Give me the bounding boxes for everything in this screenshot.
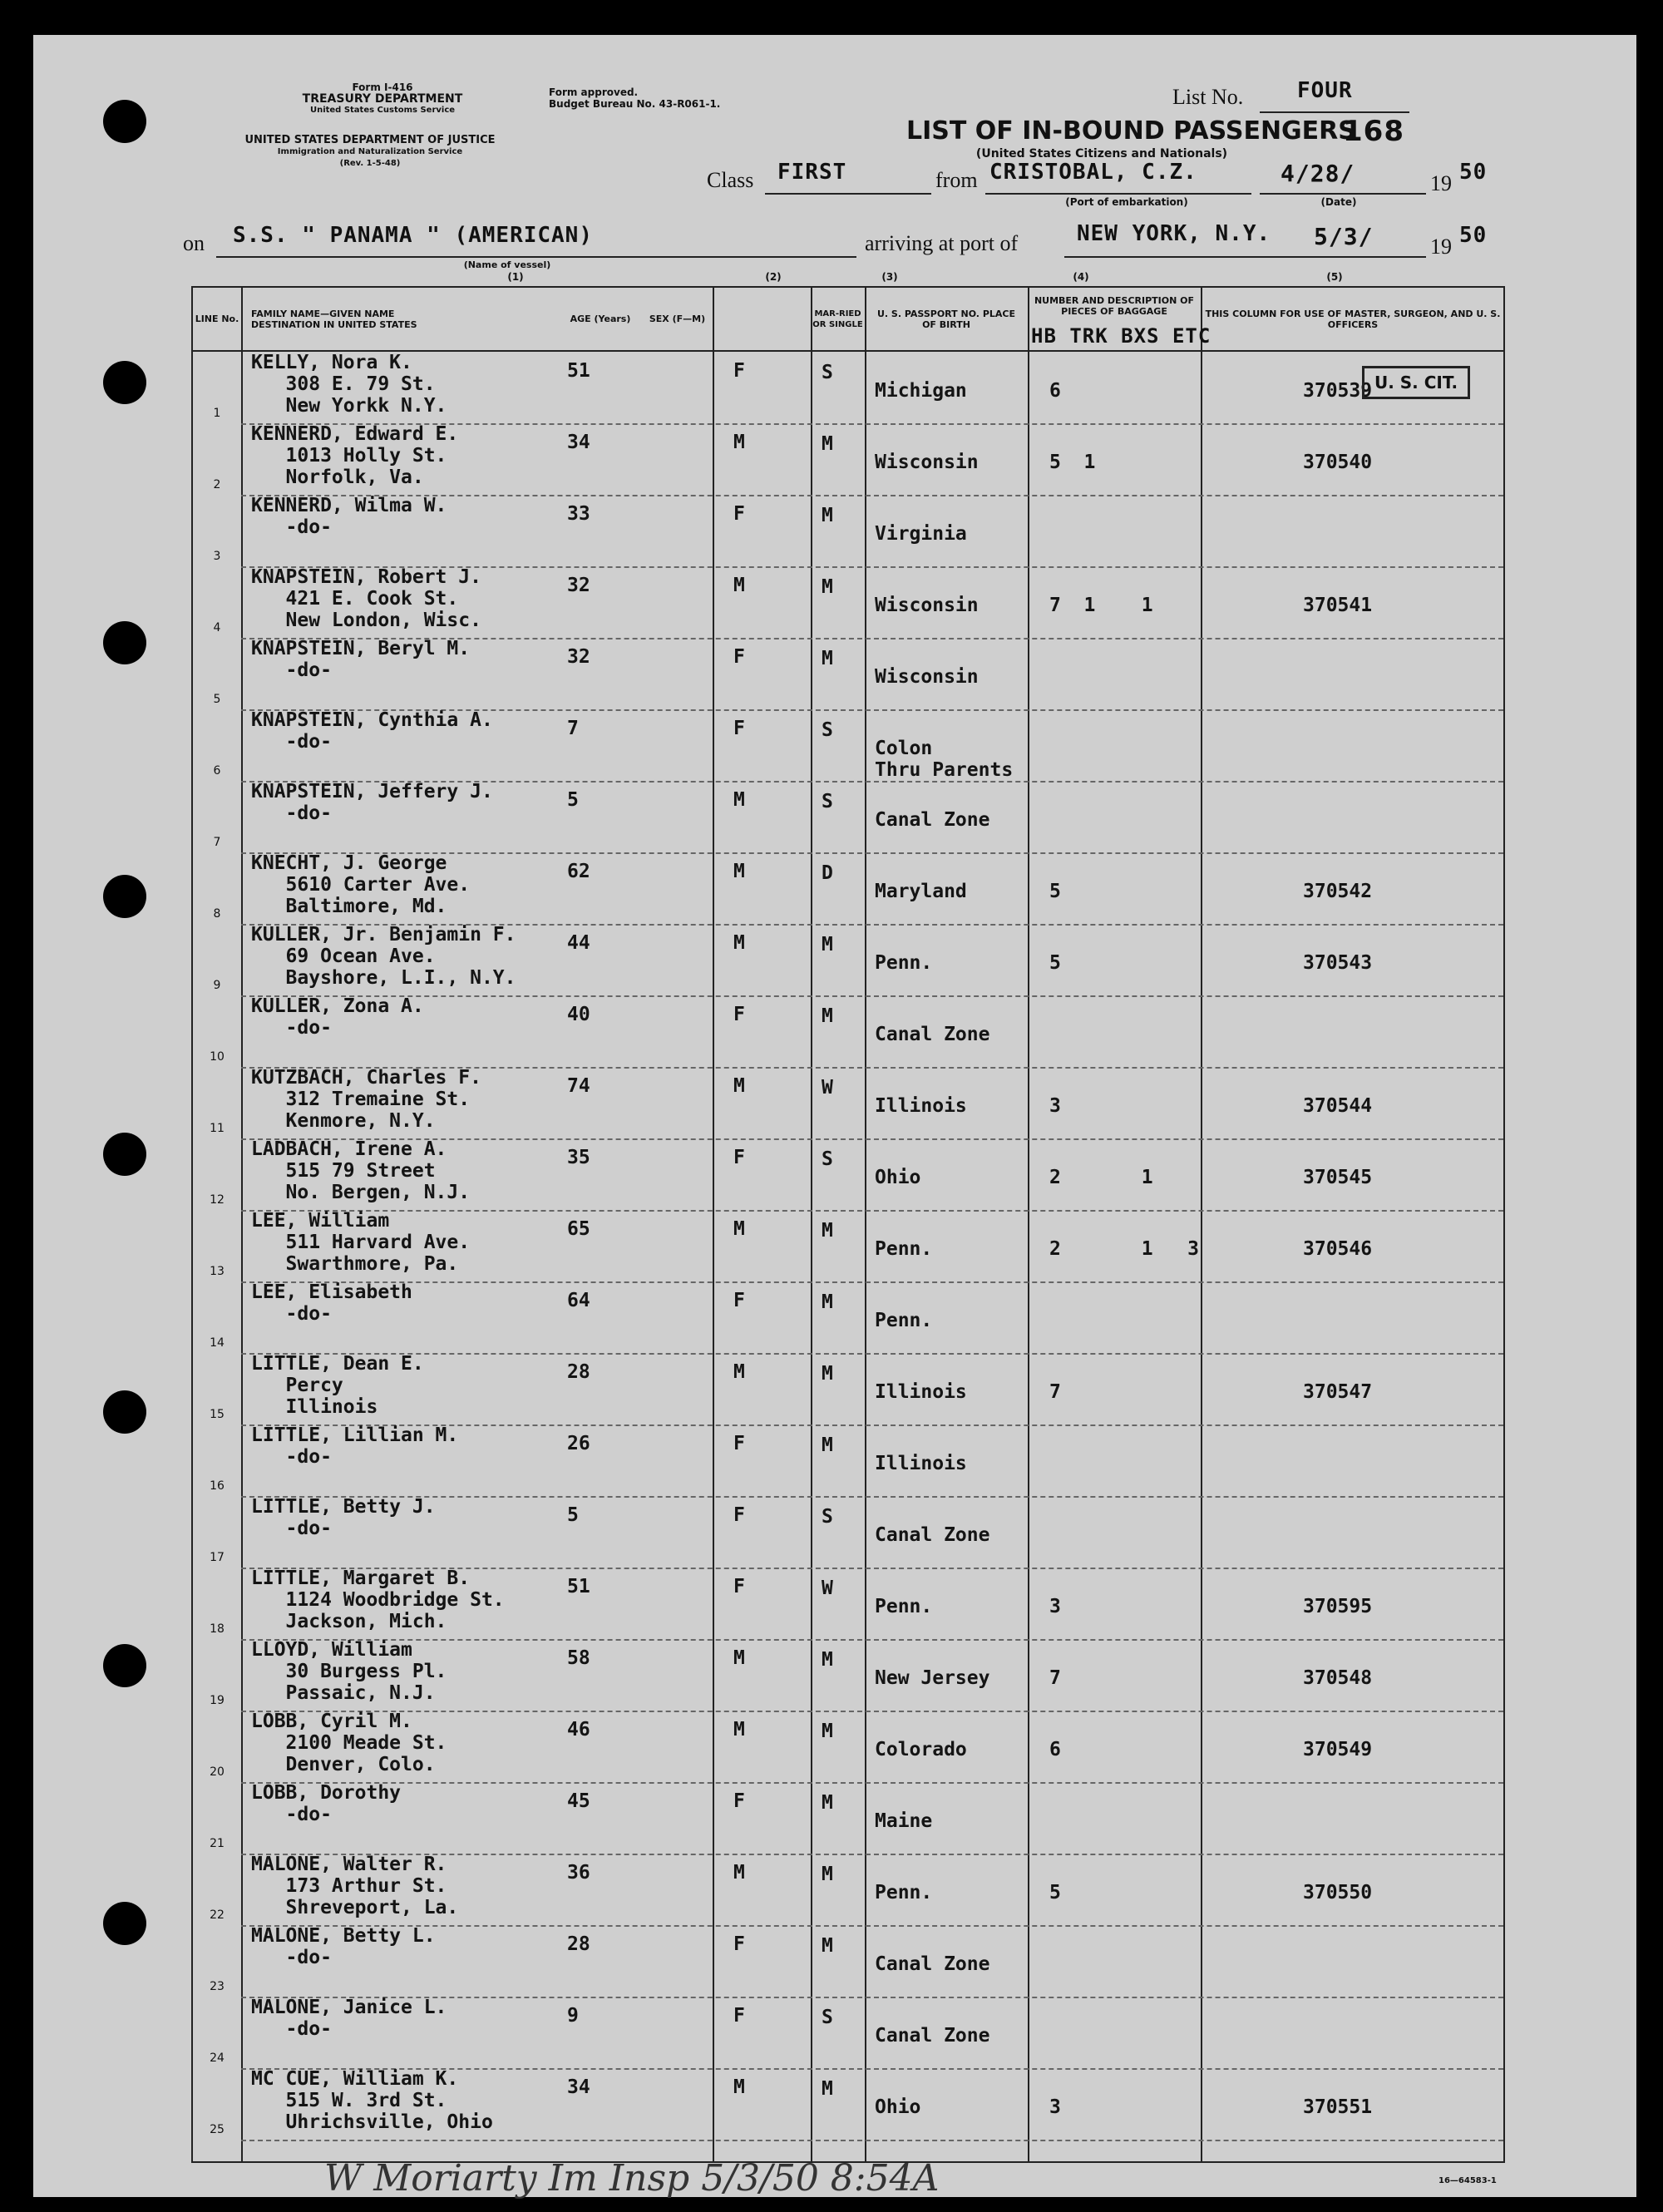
- cell-name: KENNERD, Wilma W. -do-: [251, 495, 447, 538]
- cell-name: LITTLE, Dean E. Percy Illinois: [251, 1353, 424, 1418]
- cell-off: 370550: [1303, 1882, 1373, 1903]
- cell-bag: 2 1: [1049, 1167, 1153, 1188]
- cell-name: MALONE, Walter R. 173 Arthur St. Shreveport, La.: [251, 1854, 459, 1918]
- class-label: Class: [707, 168, 754, 192]
- vessel-name: S.S. " PANAMA " (AMERICAN): [233, 223, 593, 248]
- punch-hole: [103, 1902, 146, 1945]
- cell-sex: F: [733, 718, 745, 739]
- cell-age: 51: [567, 1576, 590, 1597]
- cell-birth: Wisconsin: [875, 452, 979, 473]
- cell-age: 34: [567, 432, 590, 453]
- punch-hole: [103, 361, 146, 404]
- cell-bag: 3: [1049, 1596, 1061, 1617]
- cell-name: MC CUE, William K. 515 W. 3rd St. Uhrichsville, Ohio: [251, 2068, 493, 2133]
- punch-hole: [103, 621, 146, 664]
- cell-birth: New Jersey: [875, 1667, 990, 1689]
- cell-age: 40: [567, 1004, 590, 1025]
- year-prefix-2: 19: [1430, 235, 1452, 259]
- cell-sex: M: [733, 1719, 745, 1740]
- cell-birth: Ohio: [875, 1167, 921, 1188]
- col-divider: [1201, 288, 1202, 2161]
- punch-hole: [103, 875, 146, 918]
- cell-ms: S: [822, 1148, 833, 1170]
- line-number: 18: [210, 1622, 225, 1636]
- cell-birth: Canal Zone: [875, 2025, 990, 2047]
- cell-age: 45: [567, 1790, 590, 1812]
- cell-birth: Canal Zone: [875, 1953, 990, 1975]
- cell-sex: F: [733, 1433, 745, 1454]
- budget-bureau: Budget Bureau No. 43-R061-1.: [549, 98, 721, 110]
- cell-ms: M: [822, 1291, 833, 1313]
- from-value: CRISTOBAL, C.Z.: [989, 160, 1197, 185]
- cell-birth: Penn.: [875, 952, 933, 974]
- row-divider: [241, 2140, 1503, 2141]
- line-number: 15: [210, 1408, 225, 1421]
- cell-birth: Illinois: [875, 1381, 967, 1403]
- justice-dept: UNITED STATES DEPARTMENT OF JUSTICE: [244, 134, 496, 146]
- cell-birth: Canal Zone: [875, 1024, 990, 1045]
- cell-ms: M: [822, 2078, 833, 2100]
- customs-service: United States Customs Service: [309, 106, 456, 115]
- year-from: 50: [1459, 160, 1488, 185]
- passenger-table: [191, 286, 1505, 2163]
- cell-ms: M: [822, 1721, 833, 1742]
- vessel-caption: (Name of vessel): [463, 259, 551, 270]
- line-number: 12: [210, 1193, 225, 1207]
- line-number: 11: [210, 1122, 225, 1135]
- cell-birth: Wisconsin: [875, 595, 979, 616]
- cell-ms: M: [822, 1792, 833, 1814]
- cell-age: 51: [567, 360, 590, 382]
- cell-ms: M: [822, 934, 833, 955]
- cell-age: 28: [567, 1933, 590, 1955]
- cell-name: KNECHT, J. George 5610 Carter Ave. Baltimore, Md.: [251, 852, 471, 917]
- cell-bag: 6: [1049, 1739, 1061, 1760]
- cell-name: LITTLE, Betty J. -do-: [251, 1496, 436, 1539]
- cell-bag: 5: [1049, 952, 1061, 974]
- cell-name: KNAPSTEIN, Cynthia A. -do-: [251, 709, 493, 753]
- cell-sex: F: [733, 503, 745, 525]
- line-number: 17: [210, 1551, 225, 1564]
- cell-name: LOBB, Dorothy -do-: [251, 1782, 402, 1825]
- cell-ms: S: [822, 719, 833, 741]
- cell-age: 64: [567, 1290, 590, 1311]
- col-divider: [811, 288, 812, 2161]
- cell-name: KNAPSTEIN, Jeffery J. -do-: [251, 781, 493, 824]
- line-number: 1: [213, 407, 221, 420]
- cell-ms: M: [822, 1864, 833, 1885]
- cell-sex: F: [733, 1576, 745, 1597]
- cell-name: KENNERD, Edward E. 1013 Holly St. Norfolk, Va.: [251, 423, 459, 488]
- cell-ms: D: [822, 862, 833, 884]
- line-number: 23: [210, 1980, 225, 1993]
- port-caption: (Port of embarkation): [1065, 196, 1188, 208]
- page-number: 168: [1343, 115, 1404, 148]
- col-divider: [241, 288, 243, 2161]
- cell-name: LITTLE, Margaret B. 1124 Woodbridge St. Jackson, Mich.: [251, 1568, 505, 1632]
- class-line: [765, 193, 931, 195]
- cell-name: LITTLE, Lillian M. -do-: [251, 1424, 459, 1468]
- manifest-sheet: [33, 35, 1636, 2200]
- cell-birth: Colorado: [875, 1739, 967, 1760]
- line-number: 5: [213, 693, 221, 706]
- punch-hole: [103, 100, 146, 143]
- cell-name: LOBB, Cyril M. 2100 Meade St. Denver, Colo.: [251, 1711, 447, 1775]
- cell-age: 58: [567, 1647, 590, 1669]
- arrival-line: [1064, 256, 1426, 258]
- date-caption: (Date): [1320, 196, 1357, 208]
- cell-age: 9: [567, 2005, 579, 2027]
- from-line: [985, 193, 1251, 195]
- cell-age: 5: [567, 1504, 579, 1526]
- line-number: 10: [210, 1050, 225, 1064]
- cell-off: 370543: [1303, 952, 1373, 974]
- cell-sex: M: [733, 932, 745, 954]
- colnum-3: (3): [881, 271, 898, 283]
- cell-age: 65: [567, 1218, 590, 1240]
- cell-age: 36: [567, 1862, 590, 1884]
- line-number: 21: [210, 1837, 225, 1850]
- cell-sex: M: [733, 789, 745, 811]
- cell-off: 370544: [1303, 1095, 1373, 1117]
- cell-ms: M: [822, 576, 833, 598]
- print-code: 16—64583-1: [1438, 2176, 1497, 2185]
- cell-birth: Canal Zone: [875, 809, 990, 831]
- line-number: 13: [210, 1265, 225, 1278]
- baggage-types: HB TRK BXS ETC: [1031, 324, 1211, 348]
- cell-sex: M: [733, 1361, 745, 1383]
- arrival-date: 5/3/: [1314, 223, 1374, 250]
- punch-hole: [103, 1390, 146, 1434]
- cell-birth: Penn.: [875, 1310, 933, 1331]
- cell-ms: W: [822, 1578, 833, 1599]
- cell-birth: Maine: [875, 1810, 933, 1832]
- cell-bag: 7: [1049, 1381, 1061, 1403]
- vessel-line: [216, 256, 856, 258]
- cell-ms: M: [822, 1220, 833, 1242]
- cell-sex: M: [733, 432, 745, 453]
- line-number: 25: [210, 2123, 225, 2136]
- cell-off: 370539: [1303, 380, 1373, 402]
- cell-ms: S: [822, 2007, 833, 2028]
- cell-name: LLOYD, William 30 Burgess Pl. Passaic, N.J.: [251, 1639, 447, 1704]
- col-header-sex: SEX (F—M): [649, 314, 706, 324]
- cell-birth: Illinois: [875, 1095, 967, 1117]
- cell-sex: M: [733, 575, 745, 596]
- cell-birth: Ohio: [875, 2096, 921, 2118]
- cell-name: LEE, Elisabeth -do-: [251, 1281, 412, 1325]
- line-number: 24: [210, 2052, 225, 2065]
- cell-sex: M: [733, 2076, 745, 2098]
- from-label: from: [935, 168, 978, 192]
- col-divider: [713, 288, 714, 2161]
- cell-sex: F: [733, 1933, 745, 1955]
- inspector-signature: W Moriarty Im Insp 5/3/50 8:54A: [324, 2157, 940, 2200]
- cell-age: 5: [567, 789, 579, 811]
- form-approved: Form approved.: [549, 86, 639, 98]
- cell-age: 46: [567, 1719, 590, 1740]
- cell-name: LADBACH, Irene A. 515 79 Street No. Bergen, N.J.: [251, 1138, 471, 1203]
- punch-hole: [103, 1133, 146, 1176]
- colnum-1: (1): [507, 271, 524, 283]
- revision: (Rev. 1-5-48): [339, 159, 401, 168]
- line-number: 14: [210, 1336, 225, 1350]
- cell-sex: F: [733, 646, 745, 668]
- cell-age: 32: [567, 575, 590, 596]
- cell-off: 370546: [1303, 1238, 1373, 1260]
- cell-name: KNAPSTEIN, Beryl M. -do-: [251, 638, 471, 681]
- cell-birth: Maryland: [875, 881, 967, 902]
- cell-birth: Michigan: [875, 380, 967, 402]
- cell-birth: Penn.: [875, 1882, 933, 1903]
- cell-sex: F: [733, 1504, 745, 1526]
- colnum-5: (5): [1326, 271, 1343, 283]
- cell-birth: Wisconsin: [875, 666, 979, 688]
- cell-birth: Colon Thru Parents: [875, 738, 1014, 781]
- list-no-value: FOUR: [1297, 78, 1353, 103]
- cell-sex: F: [733, 1004, 745, 1025]
- line-number: 16: [210, 1479, 225, 1493]
- arrival-port: NEW YORK, N.Y.: [1077, 221, 1271, 246]
- page-title: LIST OF IN-BOUND PASSENGERS: [906, 116, 1356, 146]
- cell-ms: M: [822, 648, 833, 669]
- col-divider: [1028, 288, 1029, 2161]
- cell-name: KUTZBACH, Charles F. 312 Tremaine St. Kenmore, N.Y.: [251, 1067, 481, 1132]
- on-label: on: [183, 231, 205, 255]
- cell-off: 370547: [1303, 1381, 1373, 1403]
- line-number: 2: [213, 478, 221, 491]
- cell-bag: 5: [1049, 1882, 1061, 1903]
- col-header-baggage: NUMBER AND DESCRIPTION OF PIECES OF BAGGAGE: [1034, 295, 1195, 317]
- cell-ms: M: [822, 1005, 833, 1027]
- cell-ms: M: [822, 1363, 833, 1385]
- cell-off: 370541: [1303, 595, 1373, 616]
- cell-bag: 3: [1049, 2096, 1061, 2118]
- cell-off: 370542: [1303, 881, 1373, 902]
- cell-off: 370548: [1303, 1667, 1373, 1689]
- cell-ms: S: [822, 362, 833, 383]
- cell-ms: M: [822, 505, 833, 526]
- cell-ms: M: [822, 1649, 833, 1671]
- cell-age: 26: [567, 1433, 590, 1454]
- cell-off: 370540: [1303, 452, 1373, 473]
- col-header-name: FAMILY NAME—GIVEN NAME DESTINATION IN UNITED STATES: [251, 308, 417, 330]
- punch-hole: [103, 1644, 146, 1687]
- cell-age: 33: [567, 503, 590, 525]
- colnum-4: (4): [1073, 271, 1089, 283]
- cell-birth: Penn.: [875, 1238, 933, 1260]
- cell-sex: M: [733, 1075, 745, 1097]
- cell-sex: M: [733, 1218, 745, 1240]
- col-header-line: LINE No.: [195, 314, 239, 324]
- cell-bag: 5 1: [1049, 452, 1096, 473]
- cell-sex: M: [733, 861, 745, 882]
- cell-age: 7: [567, 718, 579, 739]
- list-no-label: List No.: [1172, 85, 1244, 109]
- line-number: 9: [213, 979, 221, 992]
- line-number: 19: [210, 1694, 225, 1707]
- cell-off: 370595: [1303, 1596, 1373, 1617]
- cell-birth: Penn.: [875, 1596, 933, 1617]
- cell-bag: 6: [1049, 380, 1061, 402]
- cell-age: 74: [567, 1075, 590, 1097]
- ins-service: Immigration and Naturalization Service: [277, 147, 463, 156]
- cell-sex: F: [733, 1290, 745, 1311]
- cell-birth: Canal Zone: [875, 1524, 990, 1546]
- page-subtitle: (United States Citizens and Nationals): [975, 147, 1228, 160]
- cell-sex: F: [733, 1147, 745, 1168]
- row-divider: [241, 1353, 1503, 1355]
- form-number: Form I-416: [352, 81, 413, 93]
- cell-age: 35: [567, 1147, 590, 1168]
- cell-bag: 2 1 3: [1049, 1238, 1200, 1260]
- cell-age: 34: [567, 2076, 590, 2098]
- colnum-2: (2): [765, 271, 782, 283]
- cell-age: 62: [567, 861, 590, 882]
- cell-name: KULLER, Zona A. -do-: [251, 995, 424, 1039]
- cell-name: MALONE, Betty L. -do-: [251, 1925, 436, 1968]
- col-header-age: AGE (Years): [570, 314, 631, 324]
- cell-off: 370545: [1303, 1167, 1373, 1188]
- cell-ms: W: [822, 1077, 833, 1099]
- col-header-official: THIS COLUMN FOR USE OF MASTER, SURGEON, AND U. S. OFFICERS: [1205, 308, 1501, 330]
- date-from-line: [1260, 193, 1426, 195]
- col-divider: [865, 288, 866, 2161]
- cell-off: 370549: [1303, 1739, 1373, 1760]
- cell-ms: S: [822, 791, 833, 812]
- cell-bag: 5: [1049, 881, 1061, 902]
- arriving-label: arriving at port of: [865, 231, 1019, 255]
- cell-name: KELLY, Nora K. 308 E. 79 St. New Yorkk N.Y.: [251, 352, 447, 417]
- cell-bag: 7 1 1: [1049, 595, 1153, 616]
- line-number: 8: [213, 907, 221, 921]
- line-number: 7: [213, 836, 221, 849]
- us-citizen-stamp: U. S. CIT.: [1362, 366, 1470, 399]
- col-header-passport: U. S. PASSPORT NO. PLACE OF BIRTH: [876, 308, 1015, 330]
- cell-sex: F: [733, 1790, 745, 1812]
- cell-name: KNAPSTEIN, Robert J. 421 E. Cook St. New London, Wisc.: [251, 566, 481, 631]
- cell-birth: Illinois: [875, 1453, 967, 1474]
- cell-sex: M: [733, 1862, 745, 1884]
- cell-name: KULLER, Jr. Benjamin F. 69 Ocean Ave. Bayshore, L.I., N.Y.: [251, 924, 516, 989]
- line-number: 3: [213, 550, 221, 563]
- cell-age: 32: [567, 646, 590, 668]
- cell-sex: M: [733, 1647, 745, 1669]
- date-from: 4/28/: [1281, 160, 1355, 187]
- cell-sex: F: [733, 2005, 745, 2027]
- cell-ms: M: [822, 1434, 833, 1456]
- row-divider: [241, 1281, 1503, 1283]
- cell-off: 370551: [1303, 2096, 1373, 2118]
- cell-sex: F: [733, 360, 745, 382]
- cell-bag: 7: [1049, 1667, 1061, 1689]
- year-arrival: 50: [1459, 223, 1488, 248]
- cell-name: LEE, William 511 Harvard Ave. Swarthmore, Pa.: [251, 1210, 471, 1275]
- list-no-line: [1260, 111, 1409, 113]
- cell-ms: S: [822, 1506, 833, 1528]
- year-prefix: 19: [1430, 171, 1452, 195]
- cell-birth: Virginia: [875, 523, 967, 545]
- line-number: 22: [210, 1908, 225, 1922]
- line-number: 20: [210, 1765, 225, 1779]
- treasury-dept: TREASURY DEPARTMENT: [302, 92, 463, 106]
- row-divider: [241, 1782, 1503, 1784]
- col-header-married: MAR-RIED OR SINGLE: [812, 309, 863, 329]
- line-number: 6: [213, 764, 221, 778]
- cell-age: 28: [567, 1361, 590, 1383]
- cell-ms: M: [822, 433, 833, 455]
- row-divider: [241, 995, 1503, 997]
- cell-bag: 3: [1049, 1095, 1061, 1117]
- line-number: 4: [213, 621, 221, 634]
- class-value: FIRST: [777, 160, 847, 185]
- cell-age: 44: [567, 932, 590, 954]
- cell-ms: M: [822, 1935, 833, 1957]
- cell-name: MALONE, Janice L. -do-: [251, 1997, 447, 2040]
